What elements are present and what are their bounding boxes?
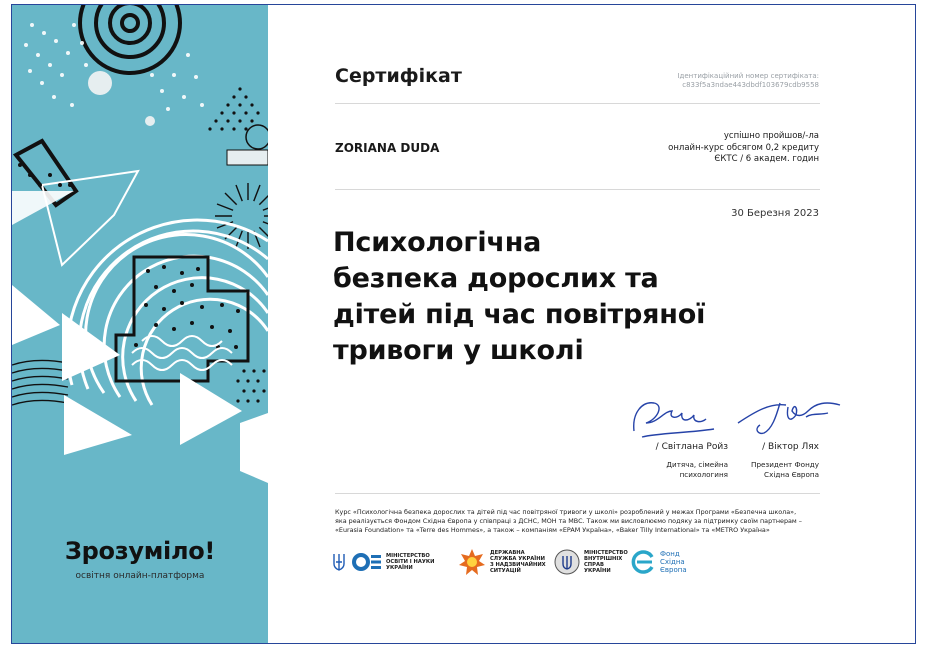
recipient-name: ZORIANA DUDA bbox=[335, 141, 440, 155]
divider bbox=[335, 103, 820, 104]
footer-line: «Eurasia Foundation» та «Terre des Hommes», а також – компаніям «EPAM Україна», «Baker Tilly International» та «METRO Україна» bbox=[335, 526, 770, 534]
footer-line: яка реалізується Фондом Східна Європа у співпраці з ДСНС, МОН та МВС. Також ми висловлюємо подяку за підтримку своїм партнерам – bbox=[335, 517, 802, 525]
logo-line: СПРАВ bbox=[584, 562, 604, 568]
signature-role bbox=[751, 460, 819, 479]
logo-line: ВНУТРІШНІХ bbox=[584, 555, 623, 562]
fund-logo bbox=[630, 543, 687, 581]
logo-line: СИТУАЦІЙ bbox=[490, 568, 521, 575]
divider bbox=[335, 189, 820, 190]
completion-statement bbox=[619, 131, 819, 166]
course-title bbox=[333, 225, 763, 369]
signature-role-line: Східна Європа bbox=[764, 469, 819, 479]
completion-line: успішно пройшов/-ла bbox=[723, 131, 819, 141]
logo-line: Східна bbox=[660, 558, 685, 566]
partner-logos bbox=[332, 543, 822, 581]
brand-name: Зрозуміло! bbox=[64, 537, 216, 565]
mon-icon bbox=[352, 552, 382, 572]
mon-logo bbox=[332, 543, 434, 581]
mvs-label bbox=[584, 550, 628, 575]
signature-role-line: психологиня bbox=[679, 469, 728, 479]
dsns-emblem-icon bbox=[458, 548, 486, 576]
course-title-line: безпека дорослих та bbox=[333, 263, 659, 294]
logo-line: ОСВІТИ І НАУКИ bbox=[386, 558, 435, 565]
certificate-id-value: c833f5a3ndae443dbdf103679cdb9558 bbox=[682, 81, 819, 89]
divider bbox=[335, 493, 820, 494]
completion-line: ЄКТС / 6 академ. годин bbox=[714, 154, 819, 164]
signature-royz bbox=[628, 393, 718, 443]
certificate-title: Сертифікат bbox=[335, 65, 462, 87]
signature-role-line: Дитяча, сімейна bbox=[666, 460, 728, 469]
logo-line: СЛУЖБА УКРАЇНИ bbox=[490, 555, 545, 562]
decorative-panel bbox=[12, 5, 268, 643]
brand-subtitle: освітня онлайн-платформа bbox=[75, 571, 205, 581]
fund-emblem-icon bbox=[630, 549, 656, 575]
footer-note bbox=[335, 508, 823, 535]
completion-line: онлайн-курс обсягом 0,2 кредиту bbox=[668, 142, 819, 153]
signature-name: / Світлана Ройз bbox=[655, 442, 728, 452]
signature-role bbox=[666, 460, 728, 479]
logo-line: МІНІСТЕРСТВО bbox=[386, 552, 430, 559]
logo-line: Європа bbox=[660, 566, 687, 574]
course-title-line: дітей під час повітряної bbox=[333, 299, 706, 330]
issue-date: 30 Березня 2023 bbox=[731, 208, 819, 219]
mvs-logo bbox=[554, 543, 628, 581]
footer-line: Курс «Психологічна безпека дорослих та дітей під час повітряної тривоги у школі» розроблений у межах Програми «Безпечна школа», bbox=[335, 508, 797, 516]
logo-line: ДЕРЖАВНА bbox=[490, 549, 525, 556]
logo-line: УКРАЇНИ bbox=[584, 568, 611, 575]
signature-lyakh bbox=[736, 393, 846, 443]
signature-role-line: Президент Фонду bbox=[751, 460, 819, 469]
certificate-id-label: Ідентифікаційний номер сертифіката: bbox=[677, 72, 819, 80]
trident-icon bbox=[332, 552, 346, 572]
fund-label bbox=[660, 550, 687, 574]
course-title-line: Психологічна bbox=[333, 227, 542, 258]
dsns-logo bbox=[458, 543, 546, 581]
logo-line: Фонд bbox=[660, 550, 680, 558]
mvs-emblem-icon bbox=[554, 548, 580, 576]
logo-line: УКРАЇНИ bbox=[386, 565, 413, 572]
certificate-frame bbox=[11, 4, 916, 644]
logo-line: МІНІСТЕРСТВО bbox=[584, 549, 628, 556]
dsns-label bbox=[490, 550, 546, 575]
signature-name: / Віктор Лях bbox=[762, 442, 819, 452]
course-title-line: тривоги у школі bbox=[333, 335, 584, 366]
mon-label bbox=[386, 553, 434, 572]
logo-line: З НАДЗВИЧАЙНИХ bbox=[490, 562, 546, 568]
